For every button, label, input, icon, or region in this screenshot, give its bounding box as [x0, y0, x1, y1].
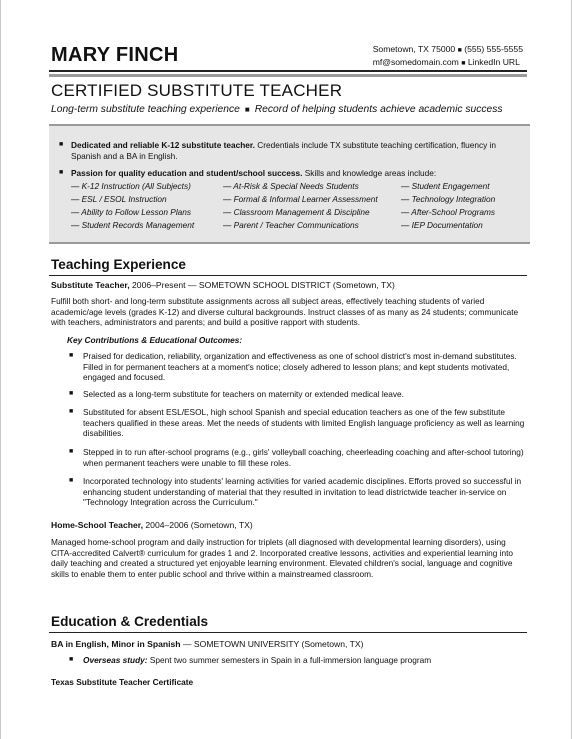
overseas-label: Overseas study: — [83, 655, 148, 665]
skill-item: — Student Records Management — [71, 220, 195, 230]
phone: (555) 555-5555 — [464, 44, 523, 54]
email-link[interactable]: mf@somedomain.com — [372, 56, 459, 67]
summary-p1-text: Credentials include TX substitute teaching certification, fluency in Spanish and a BA in English. — [71, 140, 497, 161]
header-rule — [49, 74, 527, 77]
education-rule — [49, 632, 527, 633]
degree-line — [51, 639, 363, 649]
contact-line-2 — [373, 57, 523, 70]
resume-title: CERTIFIED SUBSTITUTE TEACHER — [51, 81, 343, 100]
skill-item: — After-School Programs — [401, 207, 496, 217]
skill-item: — Parent / Teacher Communications — [223, 220, 359, 230]
summary-p2-bold: Passion for quality education and student/school success. — [71, 168, 303, 178]
summary-p2-text: Skills and knowledge areas include: — [302, 168, 437, 178]
job-2-header — [51, 520, 253, 530]
contribution-item — [69, 447, 525, 468]
summary-paragraph-2 — [59, 168, 519, 179]
skill-item: — K-12 Instruction (All Subjects) — [71, 181, 191, 191]
bullet-icon: ■ — [59, 169, 64, 176]
tagline-part-2: Record of helping students achieve academic success — [254, 104, 503, 115]
experience-heading: Teaching Experience — [51, 257, 186, 272]
contact-info — [373, 44, 523, 69]
job-1-header — [51, 280, 395, 290]
degree-school: — SOMETOWN UNIVERSITY (Sometown, TX) — [180, 639, 364, 649]
contribution-item — [69, 351, 525, 383]
summary-box — [49, 124, 530, 244]
tagline-part-1: Long-term substitute teaching experience — [51, 104, 240, 115]
contact-line-1 — [373, 44, 523, 57]
education-heading: Education & Credentials — [51, 614, 209, 629]
candidate-name: MARY FINCH — [51, 44, 179, 66]
contributions-heading: Key Contributions & Educational Outcomes: — [67, 335, 243, 345]
job-2-title: Home-School Teacher, — [51, 520, 144, 530]
skill-item: — ESL / ESOL Instruction — [71, 194, 167, 204]
skill-item: — Ability to Follow Lesson Plans — [71, 207, 192, 217]
job-1-details: 2006–Present — SOMETOWN SCHOOL DISTRICT (Sometown, TX) — [129, 280, 395, 290]
contribution-text: Incorporated technology into students' learning activities for varied academic disciplines. Efforts proved so successful in enhancing student understanding of material that they resulted in invitation to lead districtwide teacher in-service on "Technology Integration across the Curriculum." — [83, 476, 522, 507]
contribution-item — [69, 407, 525, 439]
experience-rule — [49, 275, 527, 276]
certificate-name: Texas Substitute Teacher Certificate — [51, 677, 194, 687]
linkedin-link[interactable]: LinkedIn URL — [467, 56, 520, 67]
skill-item: — At-Risk & Special Needs Students — [223, 181, 359, 191]
contribution-item — [69, 476, 525, 508]
skill-item: — Classroom Management & Discipline — [223, 207, 370, 217]
summary-paragraph-1 — [59, 140, 519, 162]
overseas-text: Spent two summer semesters in Spain in a full-immersion language program — [147, 655, 432, 665]
skill-item: — Technology Integration — [401, 194, 496, 204]
resume-header — [49, 44, 527, 72]
contribution-text: Stepped in to run after-school programs (e.g., girls' volleyball coaching, cheerleading coaching and after-school tutoring) when permanent teachers were unable to fill these roles. — [83, 447, 524, 468]
bullet-icon: ■ — [69, 477, 74, 484]
degree-name: BA in English, Minor in Spanish — [51, 639, 181, 649]
bullet-icon: ■ — [69, 656, 74, 663]
contribution-text: Praised for dedication, reliability, organization and effectiveness as one of school district's most in-demand substitutes. Filled in for permanent teachers at a moment's notice; closely adhered to lesson plans; and kept students motivated, engaged and focused. — [83, 351, 517, 382]
bullet-icon: ■ — [69, 352, 74, 359]
bullet-icon: ■ — [69, 390, 74, 397]
tagline — [51, 104, 503, 115]
job-2-details: 2004–2006 (Sometown, TX) — [143, 520, 253, 530]
summary-p1-bold: Dedicated and reliable K-12 substitute teacher. — [71, 140, 255, 150]
bullet-icon: ■ — [69, 408, 74, 415]
skill-item: — Student Engagement — [401, 181, 490, 191]
job-2-description: Managed home-school program and daily instruction for triplets (all diagnosed with developmental learning disorders), using CITA-accredited Calvert® curriculum for grades 1 and 2. Incorporated creative lessons, activities and experiential learning into daily teaching and created a structured yet enjoyable learning environment. Elevated children's social, language and cognitive skills to enable them to enter public school and thrive within a mainstreamed classroom. — [51, 537, 514, 579]
bullet-icon: ■ — [59, 141, 64, 148]
overseas-study-item — [69, 655, 525, 666]
skill-item: — IEP Documentation — [401, 220, 483, 230]
contribution-text: Substituted for absent ESL/ESOL, high school Spanish and special education teachers as one of the few substitute teachers qualified in these areas. Met the needs of students with limited English language proficiency as well as learning disabilities. — [83, 407, 525, 438]
contribution-text: Selected as a long-term substitute for teachers on maternity or extended medical leave. — [83, 389, 404, 399]
contribution-item — [69, 389, 525, 400]
job-1-title: Substitute Teacher, — [51, 280, 130, 290]
skill-item: — Formal & Informal Learner Assessment — [223, 194, 378, 204]
address: Sometown, TX 75000 — [372, 44, 456, 54]
separator-icon: ■ — [457, 47, 462, 54]
job-1-description: Fulfill both short- and long-term substitute assignments across all subject areas, effectively teaching students of varied academic/age levels (grades K-12) and diverse cultural backgrounds. Instruct classes of as many as 24 students; communicate with teachers, administrators and parents; and build a positive rapport with students. — [51, 296, 519, 327]
separator-icon: ■ — [461, 59, 466, 67]
certificate — [51, 677, 193, 687]
bullet-icon: ■ — [69, 448, 74, 455]
separator-icon: ■ — [244, 105, 250, 114]
